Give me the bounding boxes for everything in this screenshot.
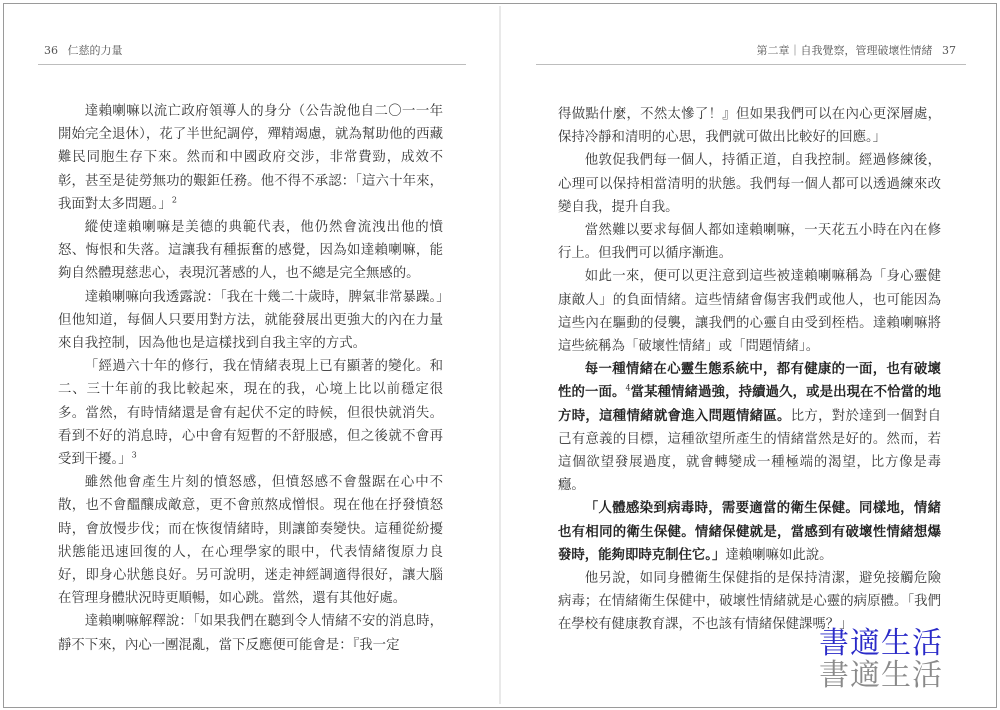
paragraph: 如此一來，便可以更注意到這些被達賴喇嘛稱為「身心靈健康敵人」的負面情緒。這些情緒會傷害我們或他人，也可能因為這些內在驅動的侵襲，讓我們的心靈自由受到桎梏。達賴喇嘛將這些統稱為「破壞性情緒」或「問題情緒」。 [558,269,941,355]
paragraph: 達賴喇嘛向我透露說：「我在十幾二十歲時，脾氣非常暴躁。」但他知道，每個人只要用對方法，就能發展出更強大的內在力量來自我控制，因為他也是這樣找到自我主宰的方式。 [58,289,443,352]
paragraph: 他敦促我們每一個人，持循正道，自我控制。經過修練後，心理可以保持相當清明的狀態。我們每一個人都可以透過練來改變自我，提升自我。 [558,153,941,215]
footnote-marker: 3 [131,450,137,460]
paragraph: 當然難以要求每個人都如達賴喇嘛，一天花五小時在內在修行上。但我們可以循序漸進。 [558,223,941,262]
bold-quote: 「人體感染到病毒時，需要適當的衛生保健。同樣地，情緒也有相同的衛生保健。情緒保健就是，當感到有破壞性情緒想爆發時，能夠即時克制住它。」 [558,501,941,563]
paragraph: 他另說，如同身體衛生保健指的是保持清潔，避免接觸危險病毒；在情緒衛生保健中，破壞性情緒就是心靈的病原體。「我們在學校有健康教育課，不也該有情緒保健課嗎？」 [558,571,941,633]
left-body-text [58,100,443,657]
right-body-text [558,103,941,637]
paragraph: 縱使達賴喇嘛是美德的典範代表，他仍然會流洩出他的憤怒、悔恨和失落。這讓我有種振奮的感覺，因為如達賴喇嘛，能夠自然體現慈悲心，表現沉著感的人，也不總是完全無感的。 [58,220,443,282]
watermark-line-1: 書適生活 [819,626,943,661]
paragraph: 達賴喇嘛解釋說：「如果我們在聽到令人情緒不安的消息時，靜不下來，內心一團混亂，當下反應便可能會是：『我一定 [58,614,443,653]
footnote-marker: 2 [171,195,177,205]
right-running-header [757,42,963,58]
footnote-marker: 4 [625,383,631,393]
bold-emphasis: 每一種情緒在心靈生態系統中，都有健康的一面，也有破壞性的一面。 [558,362,941,401]
bold-emphasis: 當某種情緒過強，持續過久，或是出現在不恰當的地方時，這種情緒就會進入問題情緒區。 [558,385,941,424]
paragraph: 雖然他會產生片刻的憤怒感，但憤怒感不會盤踞在心中不散，也不會醞釀成敵意，更不會煎熬成憎恨。現在他在抒發憤怒時，會放慢步伐；而在恢復情緒時，則讓節奏變快。這種從紛擾狀態能迅速回復的人，在心理學家的眼中，代表情緒復原力良好，即身心狀態良好。另可說明，迷走神經調適得很好，讓大腦在管理身體狀況時更順暢，如心跳。當然，還有其他好處。 [58,475,443,607]
left-running-header [38,42,123,58]
right-header-rule [536,64,966,65]
paragraph: 「經過六十年的修行，我在情緒表現上已有顯著的變化。和二、三十年前的我比較起來，現在的我，心境上比以前穩定很多。當然，有時情緒還是會有起伏不定的時候，但很快就消失。看到不好的消息時，心中會有短暫的不舒服感，但之後就不會再受到干擾。」$^3$ [58,359,443,468]
paragraph: 達賴喇嘛以流亡政府領導人的身分（公告說他自二〇一一年開始完全退休），花了半世紀調停，殫精竭慮，就為幫助他的西藏難民同胞生存下來。然而和中國政府交涉，非常費勁，成效不彰，甚至是徒勞無功的艱鉅任務。他不得不承認：「這六十年來，我面對太多問題。」$^2$ [58,104,443,212]
paragraph: 「人體感染到病毒時，需要適當的衛生保健。同樣地，情緒也有相同的衛生保健。情緒保健就是，當感到有破壞性情緒想爆發時，能夠即時克制住它。」達賴喇嘛如此說。 [558,501,941,563]
watermark-line-2: 書適生活 [819,658,943,693]
left-book-title: 仁慈的力量 [67,44,123,57]
left-page-number: 36 [44,44,58,57]
chapter-title: 第二章｜自我覺察，管理破壞性情緒 [756,44,933,57]
right-page-number: 37 [942,44,956,57]
left-header-rule [38,64,466,65]
paragraph: 每一種情緒在心靈生態系統中，都有健康的一面，也有破壞性的一面。$^4$當某種情緒過強，持續過久，或是出現在不恰當的地方時，這種情緒就會進入問題情緒區。比方，對於達到一個對自己有意義的目標，這種欲望所產生的情緒當然是好的。然而，若這個欲望發展過度，就會轉變成一種極端的渴望，比方像是毒癮。 [558,362,942,494]
paragraph: 得做點什麼，不然太慘了！』但如果我們可以在內心更深層處，保持冷靜和清明的心思，我們就可做出比較好的回應。」 [558,107,941,146]
